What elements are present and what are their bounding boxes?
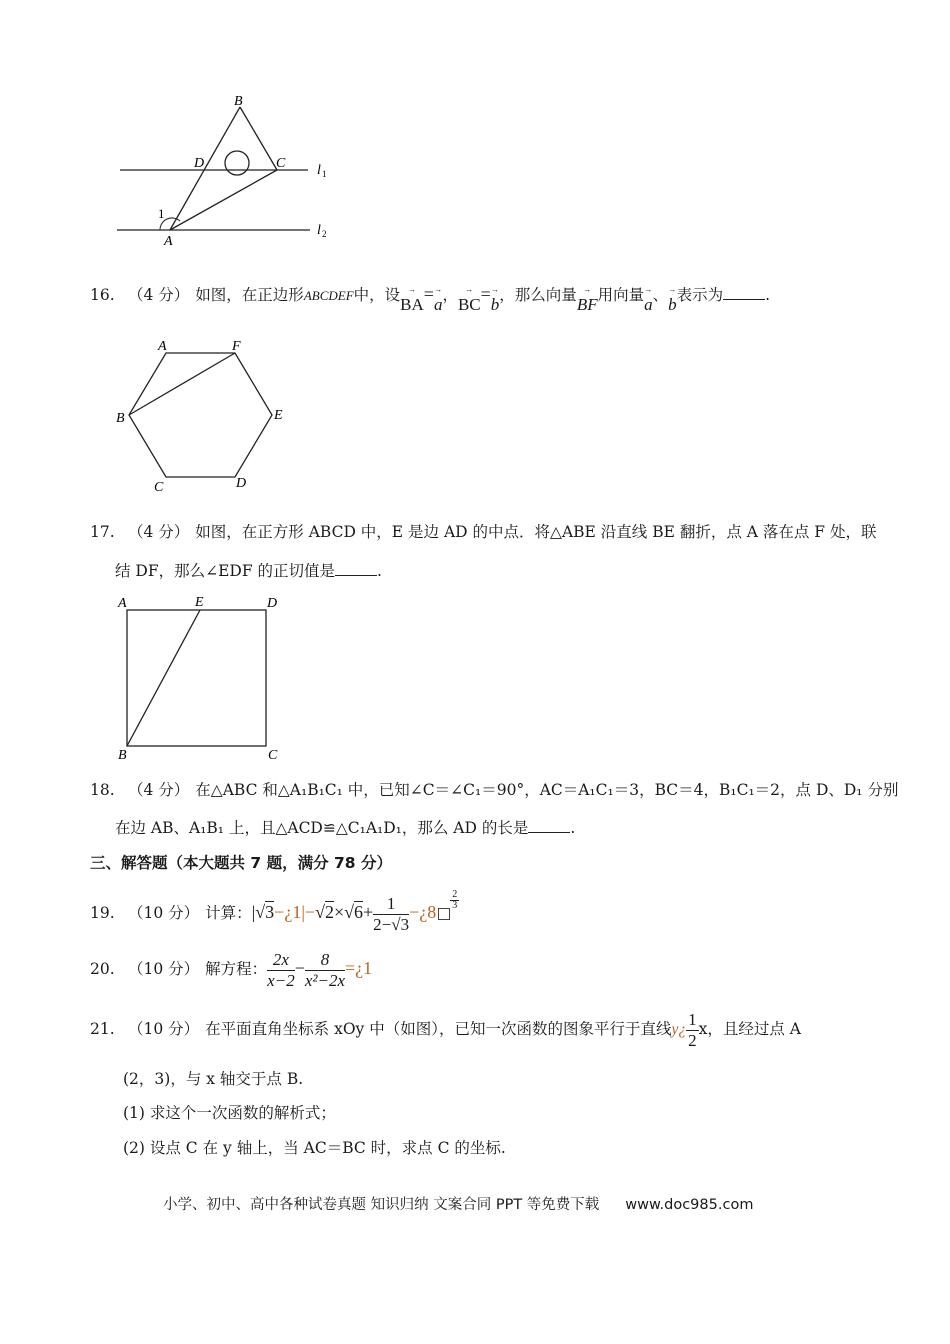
question-text: 如图，在正方形 ABCD 中，E 是边 AD 的中点．将△ABE 沿直线 BE 翻折，点 A 落在点 F 处，联 [195, 523, 877, 541]
sqrt-6: √6 [344, 902, 364, 922]
question-number: 19. [90, 904, 115, 922]
question-number: 16. [90, 286, 115, 304]
hexagon-name: ABCDEF [303, 288, 354, 303]
figure-square [112, 590, 292, 765]
label-D: D [194, 156, 205, 171]
vector-a: → a [433, 285, 443, 314]
label-D: D [236, 476, 247, 491]
figure-parallel-lines [110, 90, 340, 250]
question-number: 17. [90, 523, 115, 541]
question-21-part2: (2) 设点 C 在 y 轴上，当 AC＝BC 时，求点 C 的坐标. [123, 1139, 506, 1157]
question-number: 21. [90, 1020, 115, 1038]
label-C: C [276, 156, 286, 171]
fraction: $\frac{1}{2-√3}$ [373, 893, 410, 934]
fraction-half: $\frac{1}{2}$ [688, 1009, 697, 1050]
question-score: （4 分） [128, 523, 190, 541]
label-l2-sub: 2 [322, 229, 327, 239]
label-B: B [234, 94, 243, 109]
label-l1: l [317, 163, 321, 178]
question-16: 16. （4 分） 如图，在正边形ABCDEF中，设 → BA= → a， → BC= → b，那么向量 → BF用向量 → a、 → b表示为 . [90, 284, 771, 314]
footer-url[interactable]: www.doc985.com [625, 1197, 754, 1213]
question-text: 在△ABC 和△A₁B₁C₁ 中，已知∠C＝∠C₁＝90°，AC＝A₁C₁＝3，BC＝4，B₁C₁＝2，点 D、D₁ 分别 [195, 781, 899, 799]
label-B: B [118, 748, 127, 763]
vector-b: → b [490, 285, 500, 314]
question-text: 如图，在正边形 [195, 286, 304, 304]
question-17 [90, 521, 877, 543]
label-l2: l [317, 223, 321, 238]
figure-hexagon [110, 335, 300, 495]
footer-text: 小学、初中、高中各种试卷真题 知识归纳 文案合同 PPT 等免费下载 [163, 1197, 600, 1213]
fraction-1: $\frac{2x}{x-2}$ [267, 949, 295, 990]
vector-BA: → BA [400, 285, 424, 314]
page-footer [163, 1193, 753, 1214]
question-19: 19. （10 分） 计算：|√3−¿1|−√2×√6+ $\frac{1}{2-√3}$ −¿8 $\frac{2}{3}$ [90, 889, 458, 934]
question-20: 20. （10 分） 解方程： $\frac{2x}{x-2}$ − $\frac{8}{\text{x²−2x}}$ =¿1 [90, 946, 372, 991]
answer-blank [528, 818, 570, 833]
question-number: 20. [90, 960, 115, 978]
question-score: （10 分） [128, 904, 200, 922]
question-21: 21. （10 分） 在平面直角坐标系 xOy 中（如图），已知一次函数的图象平行于直线y¿ $\frac{1}{2}$ x，且经过点 A [90, 1007, 801, 1052]
vector-BF: → BF [576, 285, 598, 314]
question-21-part1: (1) 求这个一次函数的解析式； [123, 1104, 336, 1122]
vector-BC: → BC [457, 285, 481, 314]
question-18-line2: 在边 AB、A₁B₁ 上，且△ACD≌△C₁A₁D₁，那么 AD 的长是 . [115, 819, 576, 837]
answer-blank [335, 561, 377, 576]
label-A: A [118, 596, 127, 611]
question-score: （10 分） [128, 1020, 200, 1038]
label-C: C [154, 480, 164, 495]
answer-blank [723, 285, 765, 300]
label-E: E [195, 595, 204, 610]
label-A: A [164, 234, 173, 249]
label-F: F [232, 339, 241, 354]
question-score: （10 分） [128, 960, 200, 978]
section-heading: 三、解答题（本大题共 7 题，满分 78 分） [90, 854, 392, 872]
sqrt-3: √3 [255, 902, 275, 922]
question-21-line2: (2，3)，与 x 轴交于点 B. [123, 1070, 304, 1088]
label-l1-sub: 1 [322, 169, 327, 179]
question-score: （4 分） [128, 781, 190, 799]
label-A: A [158, 339, 167, 354]
label-B: B [116, 411, 125, 426]
question-17-line2: 结 DF，那么∠EDF 的正切值是 . [115, 562, 382, 580]
exponent: $\frac{2}{3}$ [452, 889, 458, 911]
label-C: C [268, 748, 278, 763]
label-E: E [274, 408, 283, 423]
label-angle-1: 1 [158, 206, 165, 221]
label-D: D [267, 596, 278, 611]
question-score: （4 分） [128, 286, 190, 304]
sqrt-2: √2 [315, 902, 334, 922]
fraction-2: $\frac{8}{\text{x²−2x}}$ [304, 949, 346, 990]
question-number: 18. [90, 781, 115, 799]
question-18 [90, 779, 898, 801]
